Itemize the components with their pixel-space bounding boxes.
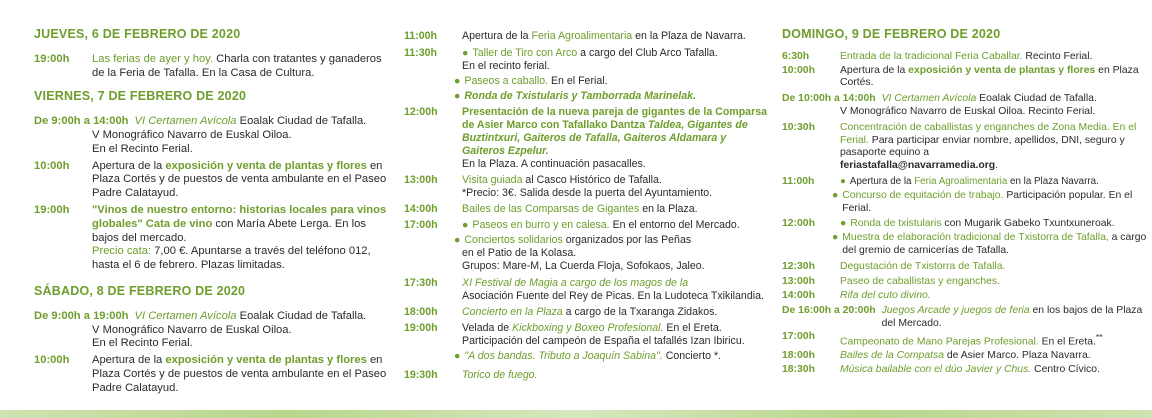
event-time: 19:00h — [34, 203, 70, 216]
event-certamen — [776, 93, 1152, 106]
event-text — [462, 322, 772, 335]
event-detail: Recinto Ferial. — [1022, 50, 1093, 62]
event-highlight: Conciertos solidarios — [464, 234, 563, 246]
event-highlight: Taller de Tiro con Arco — [472, 47, 578, 59]
event-detail: En el entorno del Mercado. — [609, 219, 740, 231]
event-text — [135, 115, 392, 129]
bullet-icon: ● — [454, 75, 461, 87]
event-highlight: VI Certamen Avícola — [134, 309, 237, 322]
event-detail: Concierto *. — [662, 350, 722, 362]
bullet-conciertos — [454, 234, 772, 247]
event-time: 18:30h — [782, 363, 815, 375]
event-detail: en la Plaza. — [639, 203, 698, 215]
bullet-icon: ● — [832, 189, 839, 201]
event-highlight: Las ferias de ayer y hoy. — [92, 52, 214, 65]
event-highlight: Concentración de caballistas y enganches de Zona Media. En el Ferial. — [840, 121, 1137, 146]
bullet-icon: ● — [462, 219, 469, 231]
event-1100 — [400, 30, 772, 43]
event-detail: En el Ereta. — [1038, 336, 1096, 348]
event-text — [462, 47, 772, 60]
event-detail: en Plaza Cortés y de puestos de venta ambulante en el Paseo Padre Calatayud. — [92, 159, 387, 200]
price-detail: 7,00 €. Apuntarse a través del teléfono 012, hasta el 6 de febrero. Plazas limitadas. — [92, 245, 371, 272]
event-highlight: Campeonato de Mano Parejas Profesional. — [840, 336, 1039, 348]
event-text — [92, 354, 392, 395]
event-detail: Eoalak Ciudad de Tafalla. — [236, 309, 367, 322]
event-time: 17:00h — [404, 219, 438, 231]
event-text — [882, 305, 1152, 331]
event-detail: En el Ferial. — [548, 75, 608, 87]
bullet-concurso — [832, 190, 1152, 216]
event-text — [464, 234, 691, 247]
event-highlight: Torico de fuego. — [462, 369, 538, 381]
event-text — [462, 106, 772, 158]
event-line: V Monográfico Navarro de Euskal Oiloa. — [92, 128, 292, 141]
event-detail: Apertura de la — [849, 175, 915, 187]
bullet-paseos-caballo — [454, 75, 772, 88]
bullet-icon: ● — [462, 47, 469, 59]
event-detail: Apertura de la — [92, 159, 166, 172]
event-detail: Apertura de la — [462, 30, 532, 42]
event-detail: Charla con tratantes y ganaderos de la Feria de Tafalla. En la Casa de Cultura. — [92, 52, 382, 79]
event-detail: en la Plaza Navarra. — [1007, 175, 1099, 187]
event-text — [464, 350, 721, 363]
event-detail: a cargo de la Txaranga Zidakos. — [562, 306, 718, 318]
event-highlight: VI Certamen Avícola — [134, 115, 237, 128]
event-1300 — [776, 276, 1152, 289]
event-highlight: Ronda de Txistularis y Tamborrada Marinelak. — [464, 90, 696, 102]
event-1830 — [776, 364, 1152, 377]
event-time: 19:30h — [404, 369, 438, 381]
event-highlight: Concierto en la Plaza — [462, 306, 563, 318]
event-time: 10:00h — [34, 159, 70, 172]
day-title-thursday: JUEVES, 6 DE FEBRERO DE 2020 — [34, 27, 241, 41]
event-highlight: exposición y venta de plantas y flores — [165, 354, 367, 367]
event-1800 — [776, 350, 1152, 363]
event-highlight: exposición y venta de plantas y flores — [908, 64, 1096, 76]
event-fri-1900 — [0, 204, 392, 245]
event-line: Grupos: Mare-M, La Cuerda Floja, Sofokaos, Jaleo. — [462, 260, 705, 272]
event-text — [462, 30, 772, 43]
event-detail: en la Plaza de Navarra. — [632, 30, 746, 42]
event-time: 13:00h — [404, 174, 438, 186]
event-detail: en Plaza Cortés. — [840, 64, 1139, 89]
event-highlight: Taldea, Gigantes de Buztintxuri, Gaiteros de Tafalla, Gaiteros Aldamara y Gaiteros Ezpelur. — [462, 119, 748, 157]
event-detail: . — [995, 160, 998, 172]
event-text — [462, 174, 772, 187]
event-highlight: Feria Agroalimentaria — [914, 175, 1008, 187]
event-time: 12:00h — [782, 218, 815, 230]
event-email — [840, 160, 1152, 173]
event-detail: Eoalak Ciudad de Tafalla. — [976, 93, 1097, 105]
event-highlight: Ronda de txistularis — [850, 218, 942, 230]
event-1200 — [400, 106, 772, 158]
event-highlight: Música bailable con el dúo Javier y Chus. — [840, 363, 1032, 375]
event-detail: Velada de — [462, 322, 513, 334]
decorative-green-band — [0, 410, 1152, 418]
event-1800 — [400, 306, 772, 319]
price-label: Precio cata: — [92, 245, 152, 258]
event-time: 19:00h — [34, 52, 70, 65]
event-highlight: Paseos en burro y en calesa. — [472, 219, 610, 231]
event-sat-1000 — [0, 354, 392, 395]
event-1200 — [776, 218, 1152, 231]
event-detail: En el Ereta. — [663, 322, 722, 334]
event-time: 10:00h — [782, 64, 815, 76]
event-detail: Eoalak Ciudad de Tafalla. — [236, 115, 367, 128]
event-highlight: VI Certamen Avícola — [881, 93, 977, 105]
event-detail: Centro Cívico. — [1031, 363, 1100, 375]
event-1000 — [776, 65, 1152, 91]
event-text — [840, 350, 1152, 363]
event-text — [462, 306, 772, 319]
event-line: Participación del campeón de España el tafallés Izan Ibiricu. — [462, 335, 745, 347]
bullet-icon: ● — [454, 350, 461, 362]
event-highlight: Bailes de las Comparsas de Gigantes — [462, 203, 640, 215]
event-detail: Para participar enviar nombre, apellidos, DNI, seguro y pasaporte equino a — [840, 134, 1125, 159]
event-detail: en los bajos de la Plaza del Mercado. — [881, 305, 1143, 329]
event-time: 11:00h — [782, 175, 815, 187]
bullet-icon: ● — [832, 232, 839, 244]
event-thu-1900 — [0, 53, 392, 81]
day-title-saturday: SÁBADO, 8 DE FEBRERO DE 2020 — [34, 283, 246, 298]
event-text — [840, 331, 1152, 349]
event-1930 — [400, 369, 772, 382]
bullet-icon: ● — [840, 175, 846, 187]
event-time: 14:00h — [404, 203, 438, 215]
event-time: 17:30h — [404, 277, 438, 289]
event-1700 — [776, 331, 1152, 349]
event-text — [92, 204, 392, 245]
event-1100 — [776, 176, 1152, 189]
event-highlight: exposición y venta de plantas y flores — [165, 159, 367, 172]
event-detail: de Asier Marco. Plaza Navarra. — [943, 350, 1091, 361]
event-0630 — [776, 51, 1152, 64]
event-time: 10:00h — [34, 354, 70, 367]
event-detail: al Casco Histórico de Tafalla. — [522, 174, 662, 186]
event-detail: en Plaza Cortés y de puestos de venta ambulante en el Paseo Padre Calatayud. — [92, 354, 387, 394]
event-highlight: Rifa del cuto divino. — [840, 290, 931, 302]
event-detail: organizados por las Peñas — [562, 234, 692, 246]
event-highlight: Visita guiada — [462, 174, 523, 186]
event-line: En el Recinto Ferial. — [92, 337, 193, 350]
event-highlight: Juegos Arcade y juegos de feria — [881, 305, 1030, 317]
bullet-icon: ● — [840, 218, 847, 230]
event-juegos — [776, 305, 1152, 331]
event-line: V Monográfico Navarro de Euskal Oiloa. — [92, 323, 292, 336]
event-detail: con María Abete Lerga. En los bajos del mercado. — [92, 217, 366, 244]
footnote-mark: ** — [1095, 331, 1103, 342]
event-1230 — [776, 261, 1152, 274]
event-detail: a cargo del Club Arco Tafalla. — [577, 47, 718, 59]
event-1130 — [400, 47, 772, 60]
event-sat-certamen — [0, 310, 392, 324]
event-time: De 9:00h a 19:00h — [34, 309, 129, 322]
event-highlight: "A dos bandas. Tributo a Joaquín Sabina". — [464, 350, 663, 362]
event-highlight: Presentación de la nueva pareja de gigantes de la Comparsa de Asier Marco con Tafallako Dantza — [462, 106, 767, 131]
event-text — [462, 219, 772, 232]
event-1900 — [400, 322, 772, 335]
event-time: 11:00h — [404, 30, 437, 42]
event-time: De 16:00h a 20:00h — [782, 305, 876, 317]
event-highlight: Paseo de caballistas y enganches. — [840, 275, 1001, 287]
bullet-txistorra — [832, 232, 1152, 258]
event-detail: Apertura de la — [840, 64, 909, 76]
event-time: 19:00h — [404, 322, 438, 334]
event-1400 — [400, 203, 772, 216]
event-text — [92, 160, 392, 201]
event-highlight: Feria Agroalimentaria — [531, 30, 633, 42]
event-highlight: Bailes de la Compatsa — [840, 350, 944, 361]
event-text — [840, 176, 1152, 189]
event-text — [462, 203, 772, 216]
event-line: en el Patio de la Kolasa. — [462, 247, 577, 259]
day-title-friday: VIERNES, 7 DE FEBRERO DE 2020 — [34, 89, 247, 104]
column-saturday-cont — [400, 30, 772, 385]
event-time: 6:30h — [782, 50, 810, 62]
event-highlight: Paseos a caballo. — [464, 75, 549, 87]
event-highlight: Entrada de la tradicional Feria Caballar. — [840, 50, 1023, 62]
event-time: 17:00h — [782, 330, 815, 342]
event-fri-certamen — [0, 115, 392, 129]
event-time: 12:00h — [404, 106, 438, 118]
event-price — [92, 245, 392, 273]
event-text — [842, 232, 1152, 258]
event-line: En la Plaza. A continuación pasacalles. — [462, 158, 646, 170]
event-text — [92, 53, 392, 81]
column-sunday — [776, 28, 1152, 380]
event-text — [840, 364, 1152, 377]
event-highlight: "Vinos de nuestro entorno: historias locales para vinos globales" Cata de vino — [92, 203, 387, 230]
bullet-sabina — [454, 350, 772, 363]
event-text — [840, 122, 1152, 160]
event-1400 — [776, 290, 1152, 303]
event-highlight: Degustación de Txistorra de Tafalla. — [840, 260, 1006, 272]
event-line: *Precio: 3€. Salida desde la puerta del Ayuntamiento. — [462, 187, 713, 199]
event-highlight: Muestra de elaboración tradicional de Txistorra de Tafalla, — [842, 232, 1109, 244]
event-1700 — [400, 219, 772, 232]
bullet-icon: ● — [454, 234, 461, 246]
event-time: De 10:00h a 14:00h — [782, 93, 876, 105]
event-text — [464, 75, 607, 88]
event-highlight: XI Festival de Magia a cargo de los magos de la — [462, 277, 689, 289]
event-detail: Apertura de la — [92, 354, 166, 367]
event-time: 13:00h — [782, 275, 815, 287]
event-time: De 9:00h a 14:00h — [34, 115, 129, 128]
event-1730 — [400, 277, 772, 290]
event-line: En el Recinto Ferial. — [92, 142, 193, 155]
day-title-sunday: DOMINGO, 9 DE FEBRERO DE 2020 — [782, 27, 1001, 41]
event-time: 11:30h — [404, 47, 437, 59]
event-1300 — [400, 174, 772, 187]
event-text — [135, 310, 392, 324]
event-text — [842, 190, 1152, 216]
event-time: 18:00h — [782, 350, 815, 361]
event-detail: con Mugarik Gabeko Txuntxuneroak. — [941, 218, 1115, 230]
email-link[interactable]: feriastafalla@navarramedia.org — [840, 160, 996, 172]
event-time: 18:00h — [404, 306, 438, 318]
event-line: En el recinto ferial. — [462, 60, 550, 72]
event-text — [882, 93, 1152, 106]
event-detail: a cargo del gremio de carnicerías de Tafalla. — [842, 232, 1147, 256]
event-text — [840, 65, 1152, 91]
bullet-icon: ● — [454, 90, 461, 102]
event-time: 14:00h — [782, 290, 815, 302]
event-line: Asociación Fuente del Rey de Picas. En la Ludoteca Txikilandia. — [462, 290, 764, 302]
event-text — [840, 218, 1152, 231]
event-1030 — [776, 122, 1152, 160]
event-detail: Participación popular. En el Ferial. — [842, 189, 1133, 214]
event-highlight: Concurso de equitación de trabajo. — [842, 189, 1004, 201]
bullet-ronda — [454, 90, 772, 103]
column-thu-fri-sat — [0, 28, 392, 399]
event-time: 12:30h — [782, 260, 815, 272]
event-line: V Monográfico Navarro de Euskal Oiloa. Recinto Ferial. — [840, 105, 1096, 117]
event-time: 10:30h — [782, 121, 815, 133]
event-fri-1000 — [0, 160, 392, 201]
event-text — [840, 51, 1152, 64]
event-highlight: Kickboxing y Boxeo Profesional. — [512, 322, 664, 334]
